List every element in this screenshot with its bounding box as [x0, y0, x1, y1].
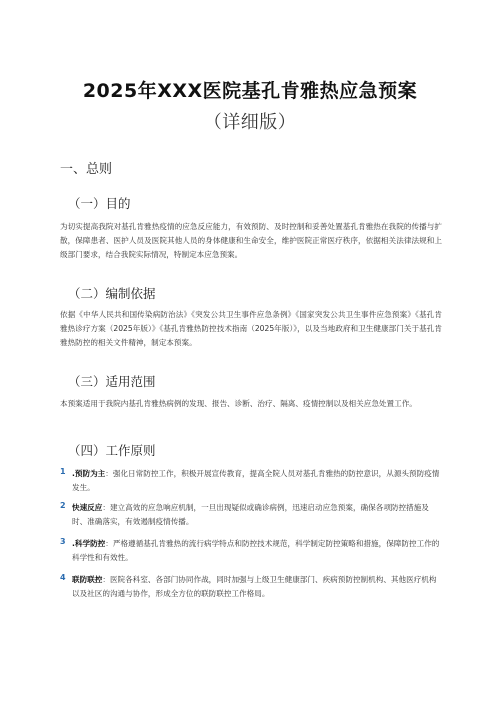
- heading-basis: （二）编制依据: [68, 286, 156, 301]
- principle-text: [72, 573, 442, 601]
- principle-number: 2: [60, 501, 66, 510]
- principle-text: [72, 467, 442, 495]
- principle-title: 快速反应: [72, 503, 103, 512]
- section-heading-general: 一、总则: [60, 162, 113, 177]
- heading-principles: （四）工作原则: [68, 443, 156, 458]
- heading-purpose: （一）目的: [68, 196, 131, 211]
- principle-number: 4: [60, 573, 66, 582]
- principle-number: 1: [60, 467, 66, 476]
- principle-number: 3: [60, 537, 66, 546]
- principle-title: 联防联控: [72, 575, 103, 584]
- heading-scope: （三）适用范围: [68, 374, 156, 389]
- principle-body: ：强化日常防控工作，积极开展宣传教育，提高全院人员对基孔肯雅热的防控意识，从源头预防疫情发生。: [72, 469, 440, 492]
- paragraph-scope: 本预案适用于我院内基孔肯雅热病例的发现、报告、诊断、治疗、隔离、疫情控制以及相关应急处置工作。: [60, 399, 417, 408]
- principle-body: ：建立高效的应急响应机制，一旦出现疑似或确诊病例，迅速启动应急预案，确保各项防控措施及时、准确落实，有效遏制疫情传播。: [72, 503, 429, 526]
- principle-body: ：医院各科室、各部门协同作战，同时加强与上级卫生健康部门、疾病预防控制机构、其他医疗机构以及社区的沟通与协作，形成全方位的联防联控工作格局。: [72, 575, 437, 598]
- principle-text: [72, 537, 442, 565]
- principle-title: .预防为主: [72, 469, 106, 478]
- principle-text: [72, 501, 442, 529]
- document-subtitle: （详细版）: [203, 112, 297, 133]
- paragraph-purpose: 为切实提高我院对基孔肯雅热疫情的应急反应能力，有效预防、及时控制和妥善处置基孔肯雅热在我院的传播与扩散，保障患者、医护人员及医院其他人员的身体健康和生命安全，维护医院正常医疗秩序，依据相关法律法规和上级部门要求，结合我院实际情况，特制定本应急预案。: [60, 222, 442, 259]
- principle-title: .科学防控: [72, 539, 106, 548]
- paragraph-basis: 依据《中华人民共和国传染病防治法》《突发公共卫生事件应急条例》《国家突发公共卫生事件应急预案》《基孔肯雅热诊疗方案（2025年版）》《基孔肯雅热防控技术指南（2025年版）》，以及当地政府和卫生健康部门关于基孔肯雅热防控的相关文件精神，制定本预案。: [60, 310, 442, 347]
- principle-body: ：严格遵循基孔肯雅热的流行病学特点和防控技术规范，科学制定防控策略和措施，保障防控工作的科学性和有效性。: [72, 539, 440, 562]
- document-title: 2025年XXX医院基孔肯雅热应急预案: [82, 80, 418, 102]
